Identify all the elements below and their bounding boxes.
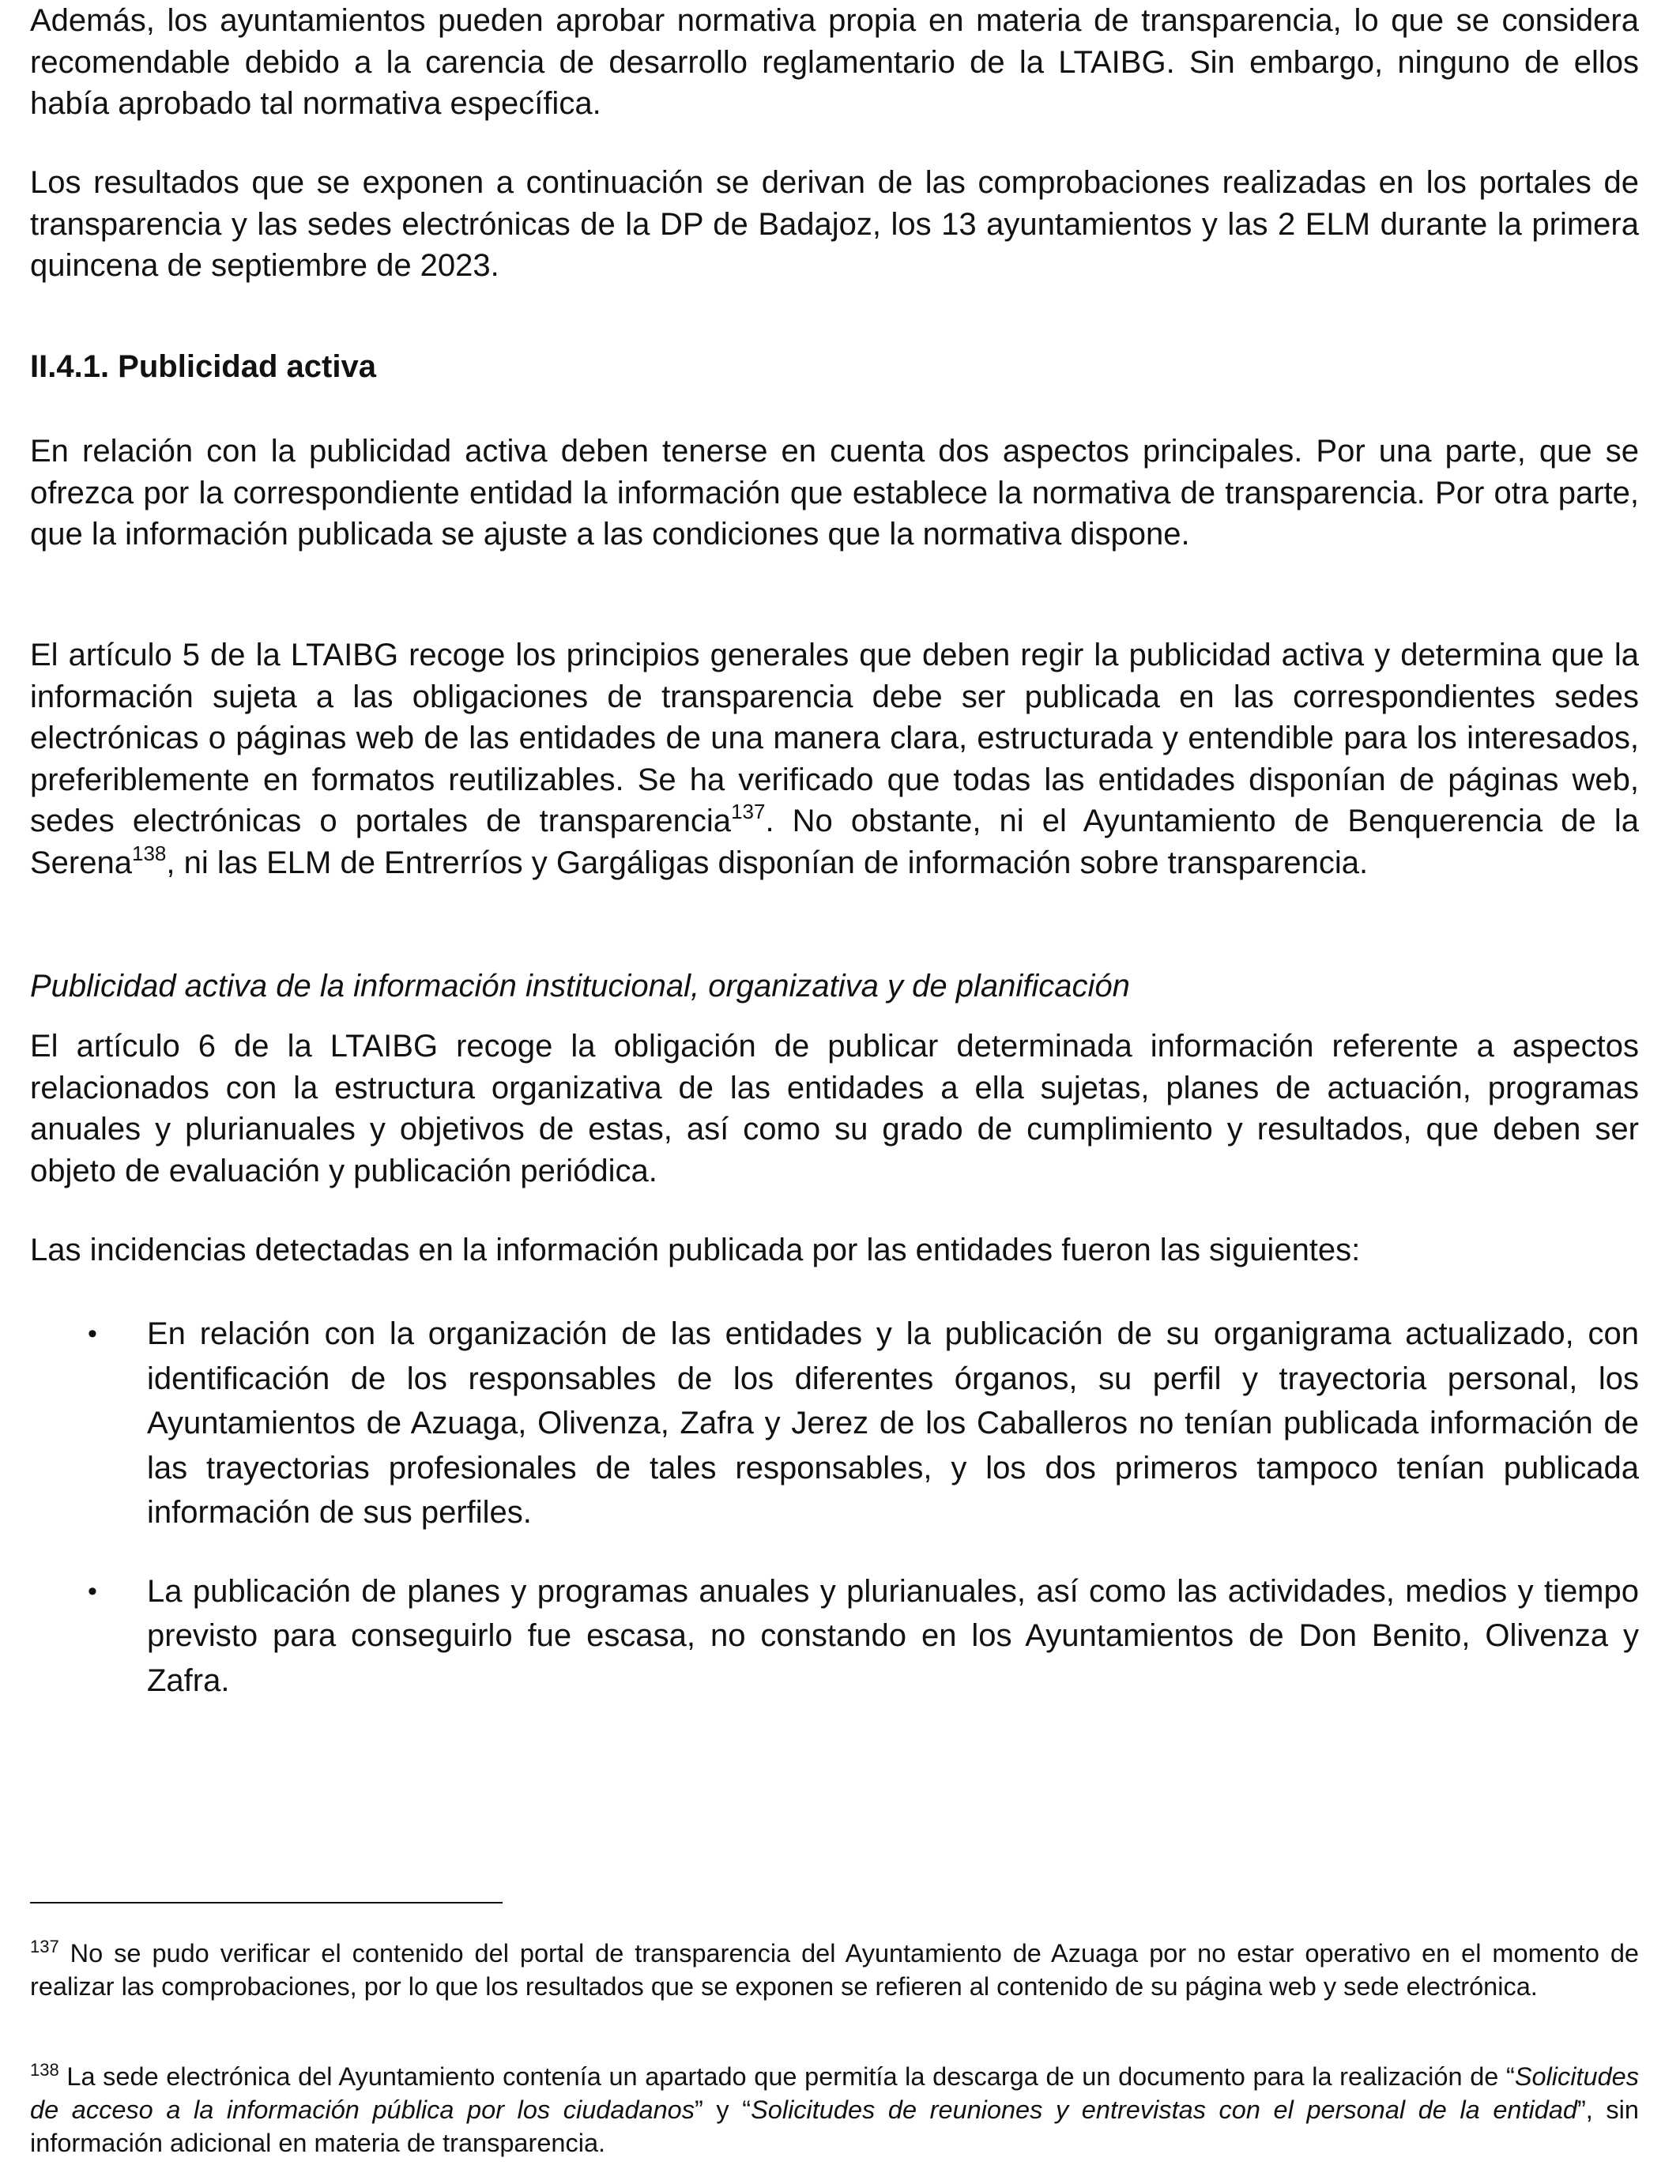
- footnote-italic-b: Solicitudes de reuniones y entrevistas con el personal de la entidad: [751, 2096, 1577, 2124]
- list-item-text: La publicación de planes y programas anuales y plurianuales, así como las actividades, medios y tiempo previsto para conseguirlo fue escasa, no constando en los Ayuntamientos de Don Benito, Olivenza y Zafra.: [147, 1573, 1639, 1698]
- footnote-text-a: La sede electrónica del Ayuntamiento contenía un apartado que permitía la descarga de un documento para la realización de “: [58, 2062, 1515, 2091]
- paragraph-articulo-6: El artículo 6 de la LTAIBG recoge la obligación de publicar determinada información referente a aspectos relacionados con la estructura organizativa de las entidades a ella sujetas, planes de actuación, programas anuales y plurianuales y objetivos de estas, así como su grado de cumplimiento y resultados, que deben ser objeto de evaluación y publicación periódica.: [30, 1029, 1639, 1188]
- paragraph-normativa-propia: Además, los ayuntamientos pueden aprobar normativa propia en materia de transparencia, lo que se considera recomendable debido a la carencia de desarrollo reglamentario de la LTAIBG. Sin embargo, ninguno de ellos había aprobado tal normativa específica.: [30, 3, 1639, 121]
- subsection-heading: Publicidad activa de la información institucional, organizativa y de planificación: [30, 969, 1130, 1004]
- paragraph-incidencias: Las incidencias detectadas en la información publicada por las entidades fueron las siguientes:: [30, 1233, 1361, 1267]
- footnote-text-b: ” y “: [695, 2096, 751, 2124]
- section-heading: II.4.1. Publicidad activa: [30, 349, 376, 384]
- paragraph-articulo-5: [30, 634, 1639, 883]
- articulo5-text-a: El artículo 5 de la LTAIBG recoge los principios generales que deben regir la publicidad activa y determina que la información sujeta a las obligaciones de transparencia debe ser publicada en las correspondientes sedes electrónicas o páginas web de las entidades de una manera clara, estructurada y entendible para los interesados, preferiblemente en formatos reutilizables. Se ha verificado que todas las entidades disponían de páginas web, sedes electrónicas o portales de transparencia: [30, 638, 1639, 838]
- articulo5-text-b: . No obstante, ni el Ayuntamiento de Benquerencia de la Serena: [30, 804, 1640, 880]
- footnote-italic-a: Solicitudes de acceso a la información pública por los ciudadanos: [30, 2062, 1639, 2124]
- bullet-icon: •: [88, 1576, 97, 1606]
- footnote-text: No se pudo verificar el contenido del portal de transparencia del Ayuntamiento de Azuaga por no estar operativo en el momento de realizar las comprobaciones, por lo que los resultados que se exponen se refieren al contenido de su página web y sede electrónica.: [30, 1939, 1639, 2001]
- list-item-text: En relación con la organización de las entidades y la publicación de su organigrama actualizado, con identificación de los responsables de los diferentes órganos, su perfil y trayectoria personal, los Ayuntamientos de Azuaga, Olivenza, Zafra y Jerez de los Caballeros no tenían publicada información de las trayectorias profesionales de tales responsables, y los dos primeros tampoco tenían publicada información de sus perfiles.: [147, 1316, 1639, 1530]
- footnote-138: [30, 2060, 1639, 2160]
- bullet-icon: •: [88, 1319, 97, 1349]
- articulo5-text-c: , ni las ELM de Entrerríos y Gargáligas disponían de información sobre transparencia.: [166, 845, 1369, 880]
- footnote-number: 138: [30, 2060, 59, 2080]
- incidencias-list: [30, 1312, 1639, 1703]
- list-item: [30, 1569, 1639, 1704]
- footnote-text-c: ”, sin información adicional en materia de transparencia.: [30, 2096, 1639, 2157]
- footnote-number: 137: [30, 1937, 59, 1956]
- paragraph-resultados: Los resultados que se exponen a continuación se derivan de las comprobaciones realizadas en los portales de transparencia y las sedes electrónicas de la DP de Badajoz, los 13 ayuntamientos y las 2 ELM durante la primera quincena de septiembre de 2023.: [30, 165, 1639, 283]
- footnote-ref-138[interactable]: 138: [131, 841, 167, 865]
- paragraph-publicidad-activa: En relación con la publicidad activa deben tenerse en cuenta dos aspectos principales. Por una parte, que se ofrezca por la correspondiente entidad la información que establece la normativa de transparencia. Por otra parte, que la información publicada se ajuste a las condiciones que la normativa dispone.: [30, 434, 1639, 552]
- footnote-137: [30, 1937, 1639, 2003]
- footnote-separator: [30, 1902, 503, 1903]
- footnote-ref-137[interactable]: 137: [731, 800, 766, 823]
- list-item: [30, 1312, 1639, 1535]
